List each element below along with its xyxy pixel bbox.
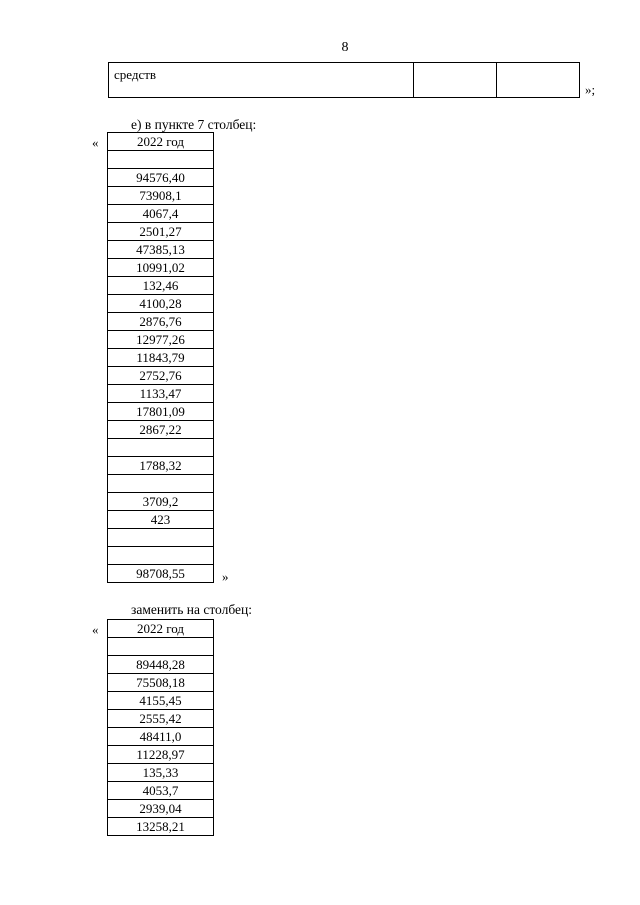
table-row	[108, 529, 214, 547]
table-row	[108, 295, 214, 313]
value-cell: 11228,97	[108, 746, 214, 764]
value-cell: 75508,18	[108, 674, 214, 692]
value-cell: 2939,04	[108, 800, 214, 818]
value-cell: 12977,26	[108, 331, 214, 349]
value-cell: 3709,2	[108, 493, 214, 511]
table-row	[108, 205, 214, 223]
table-row	[108, 313, 214, 331]
table-row	[108, 656, 214, 674]
value-cell	[108, 547, 214, 565]
value-cell: 2752,76	[108, 367, 214, 385]
table-row	[108, 223, 214, 241]
table-row	[108, 151, 214, 169]
table-row	[108, 439, 214, 457]
value-cell: 11843,79	[108, 349, 214, 367]
table-row	[108, 385, 214, 403]
closing-quote-mark: »;	[585, 82, 596, 97]
table-cell-text: средств	[109, 63, 414, 98]
table-row	[108, 169, 214, 187]
table-row	[108, 331, 214, 349]
column-header: 2022 год	[108, 133, 214, 151]
value-cell: 4067,4	[108, 205, 214, 223]
table-row	[108, 728, 214, 746]
value-cell: 4155,45	[108, 692, 214, 710]
value-cell: 2876,76	[108, 313, 214, 331]
table-row	[108, 710, 214, 728]
table-row	[108, 782, 214, 800]
section-2-value-column	[107, 619, 214, 836]
value-cell: 1788,32	[108, 457, 214, 475]
value-cell: 48411,0	[108, 728, 214, 746]
value-cell: 132,46	[108, 277, 214, 295]
section-1-value-column	[107, 132, 214, 583]
table-row	[108, 565, 214, 583]
table-row	[108, 421, 214, 439]
table-row	[108, 746, 214, 764]
table-row	[108, 674, 214, 692]
section-2-caption: заменить на столбец:	[131, 602, 253, 617]
value-cell: 94576,40	[108, 169, 214, 187]
value-cell	[108, 529, 214, 547]
table-row	[108, 547, 214, 565]
top-table-fragment	[108, 62, 580, 98]
value-cell: 73908,1	[108, 187, 214, 205]
value-cell: 17801,09	[108, 403, 214, 421]
value-cell: 98708,55	[108, 565, 214, 583]
table-row	[108, 367, 214, 385]
value-cell: 10991,02	[108, 259, 214, 277]
table-row	[108, 277, 214, 295]
value-cell: 89448,28	[108, 656, 214, 674]
value-cell: 4053,7	[108, 782, 214, 800]
value-cell: 2867,22	[108, 421, 214, 439]
table-cell-empty	[414, 63, 497, 98]
page-number: 8	[341, 40, 349, 55]
value-cell	[108, 638, 214, 656]
table-row	[108, 259, 214, 277]
table-row	[108, 800, 214, 818]
value-cell: 2501,27	[108, 223, 214, 241]
section-1-open-quote: «	[92, 135, 99, 150]
table-row	[108, 187, 214, 205]
value-cell: 47385,13	[108, 241, 214, 259]
table-row	[108, 818, 214, 836]
value-cell: 135,33	[108, 764, 214, 782]
column-header-row	[108, 620, 214, 638]
section-2-open-quote: «	[92, 622, 99, 637]
table-cell-empty	[497, 63, 580, 98]
column-header: 2022 год	[108, 620, 214, 638]
table-row	[108, 475, 214, 493]
value-cell: 13258,21	[108, 818, 214, 836]
table-row	[108, 403, 214, 421]
table-row	[108, 764, 214, 782]
table-row	[108, 692, 214, 710]
section-1-close-quote: »	[222, 569, 229, 584]
value-cell	[108, 151, 214, 169]
column-header-row	[108, 133, 214, 151]
value-cell	[108, 439, 214, 457]
value-cell: 4100,28	[108, 295, 214, 313]
value-cell: 423	[108, 511, 214, 529]
section-1-caption: е) в пункте 7 столбец:	[131, 117, 257, 132]
table-row	[108, 493, 214, 511]
table-row	[108, 638, 214, 656]
table-row	[109, 63, 580, 98]
value-cell	[108, 475, 214, 493]
table-row	[108, 457, 214, 475]
table-row	[108, 511, 214, 529]
value-cell: 2555,42	[108, 710, 214, 728]
table-row	[108, 241, 214, 259]
table-row	[108, 349, 214, 367]
value-cell: 1133,47	[108, 385, 214, 403]
